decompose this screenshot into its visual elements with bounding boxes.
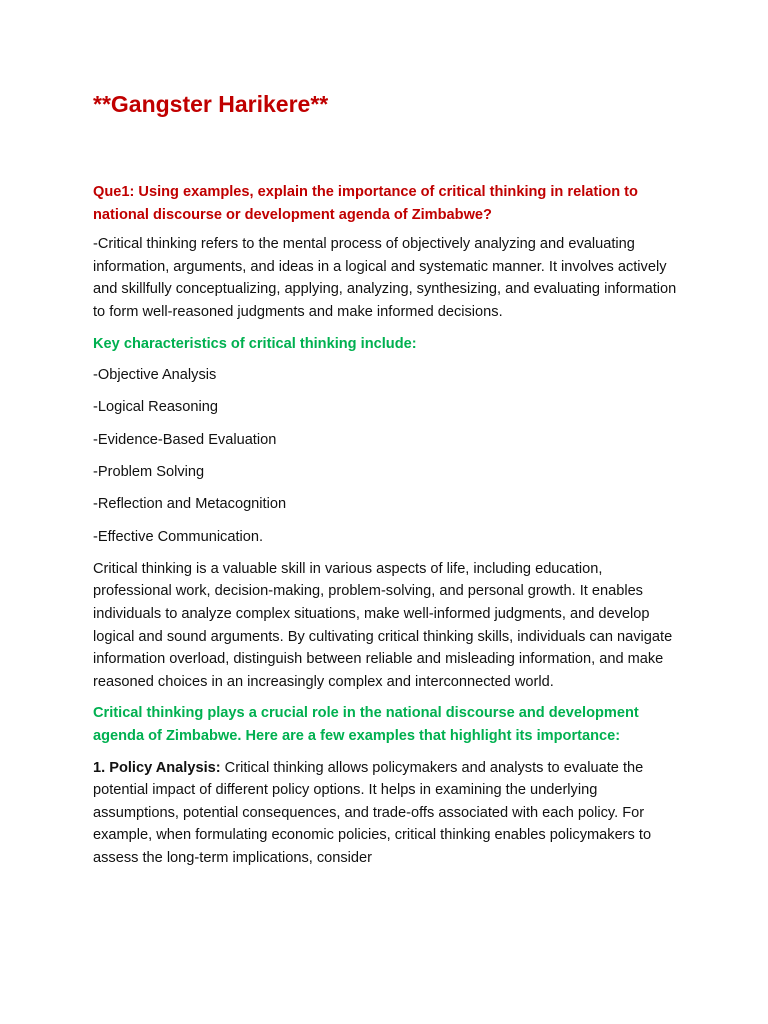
characteristics-heading: Key characteristics of critical thinking include:	[93, 335, 417, 352]
value-paragraph: Critical thinking is a valuable skill in various aspects of life, including education, professional work, decision-making, problem-solving, and personal growth. It enables individuals to analyze complex situations, make well-informed judgments, and develop logical and sound arguments. By cultivating critical thinking skills, individuals can navigate information overload, distinguish between reliable and misleading information, and make reasoned choices in an increasingly complex and interconnected world.	[93, 560, 673, 690]
document-body	[93, 88, 683, 879]
document-title: **Gangster Harikere**	[93, 91, 329, 117]
examples-heading: Critical thinking plays a crucial role in the national discourse and development agenda of Zimbabwe. Here are a few examples that highlight its importance:	[93, 705, 639, 744]
characteristic-item: -Objective Analysis	[93, 367, 217, 384]
policy-analysis-label: 1. Policy Analysis:	[93, 759, 221, 776]
policy-analysis-text: Critical thinking allows policymakers and analysts to evaluate the potential impact of different policy options. It helps in examining the underlying assumptions, potential consequences, and trade-offs associated with each policy. For example, when formulating economic policies, critical thinking enables policymakers to assess the long-term implications, consider	[93, 759, 652, 866]
characteristic-item: -Evidence-Based Evaluation	[93, 431, 277, 448]
characteristic-item: -Reflection and Metacognition	[93, 496, 287, 513]
characteristic-item: -Logical Reasoning	[93, 399, 218, 416]
question-heading: Que1: Using examples, explain the importance of critical thinking in relation to national discourse or development agenda of Zimbabwe?	[93, 184, 638, 223]
definition-paragraph: -Critical thinking refers to the mental process of objectively analyzing and evaluating information, arguments, and ideas in a logical and systematic manner. It involves actively and skillfully conceptualizing, applying, analyzing, synthesizing, and evaluating information to form well-reasoned judgments and make informed decisions.	[93, 236, 677, 320]
characteristic-item: -Problem Solving	[93, 464, 205, 480]
policy-analysis-paragraph	[93, 757, 683, 870]
characteristic-item: -Effective Communication.	[93, 528, 264, 545]
